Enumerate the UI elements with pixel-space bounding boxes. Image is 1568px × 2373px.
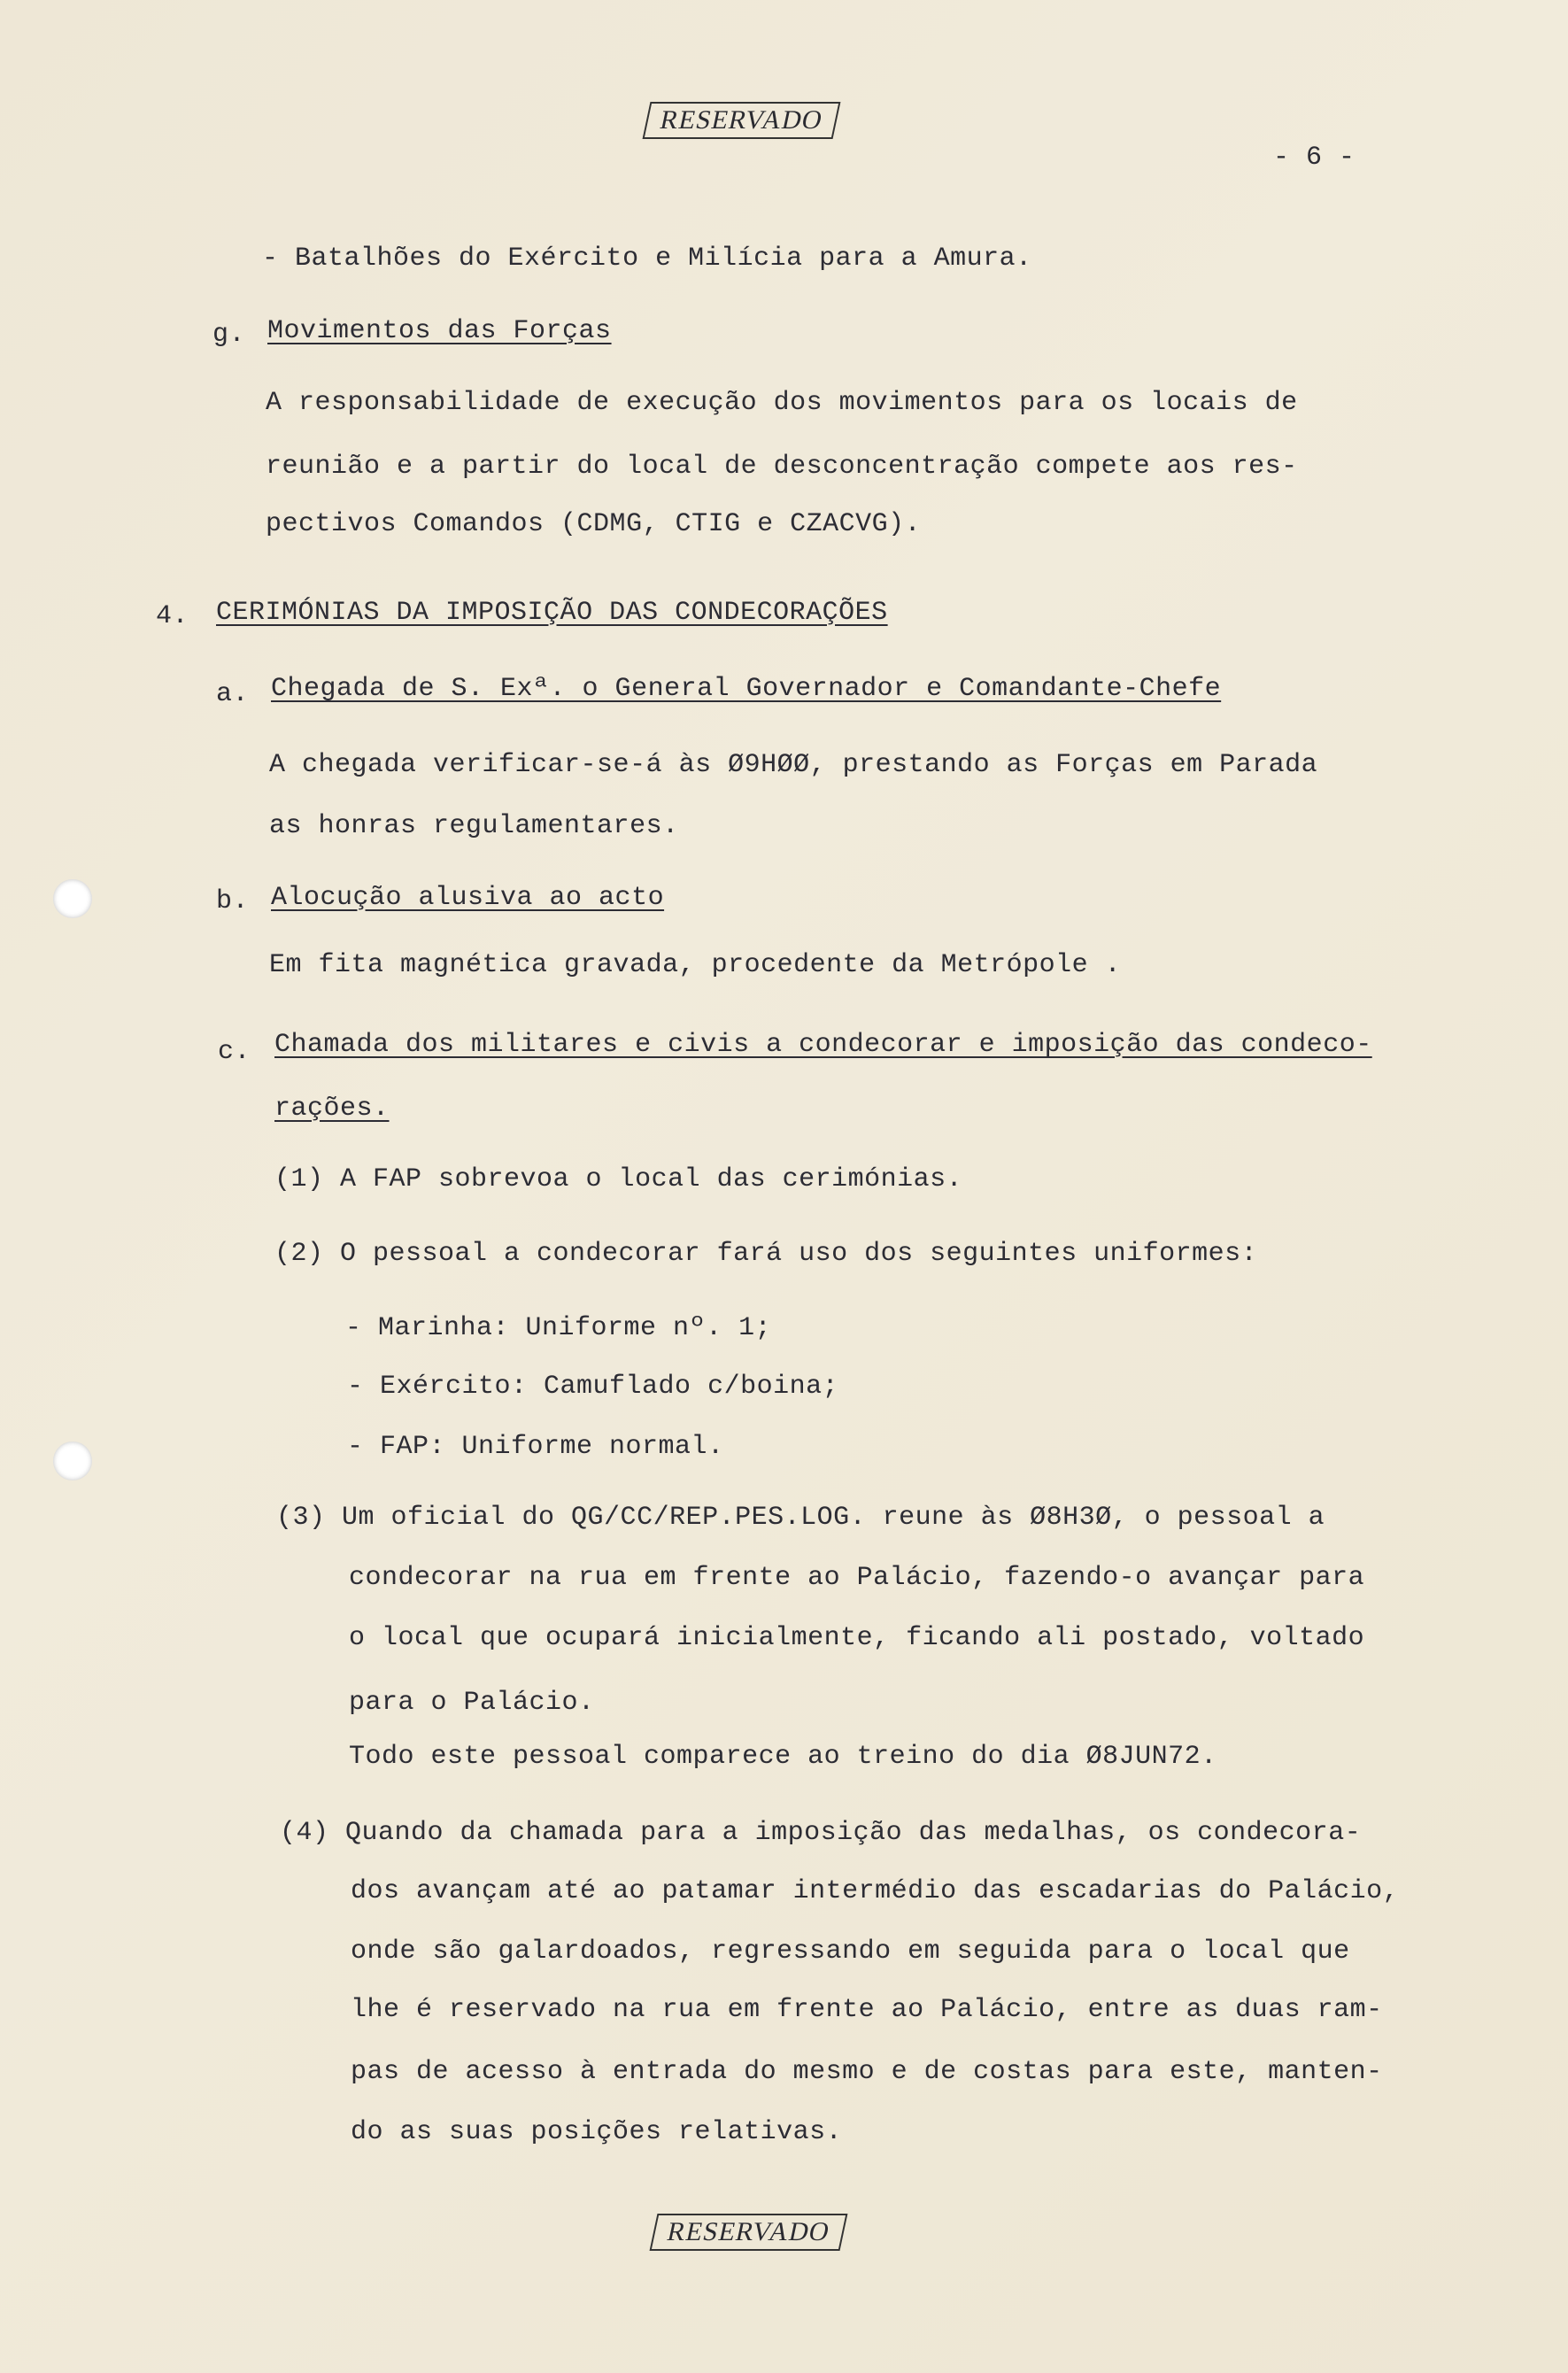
text-line: pectivos Comandos (CDMG, CTIG e CZACVG). xyxy=(266,509,922,539)
text-line: - Batalhões do Exército e Milícia para a Amura. xyxy=(262,243,1032,274)
classification-stamp-top: RESERVADO xyxy=(643,102,841,139)
section-heading: Chamada dos militares e civis a condecorar e imposição das condeco- xyxy=(274,1030,1372,1060)
text-line: A chegada verificar-se-á às Ø9HØØ, prestando as Forças em Parada xyxy=(269,750,1318,780)
text-line: condecorar na rua em frente ao Palácio, fazendo-o avançar para xyxy=(349,1563,1365,1593)
section-heading: Movimentos das Forças xyxy=(267,316,612,346)
text-line: reunião e a partir do local de desconcentração compete aos res- xyxy=(266,452,1298,482)
text-line: lhe é reservado na rua em frente ao Palácio, entre as duas ram- xyxy=(351,1995,1383,2025)
section-letter: b. xyxy=(216,886,250,916)
list-item: (2) O pessoal a condecorar fará uso dos seguintes uniformes: xyxy=(274,1239,1258,1269)
punch-hole-bottom xyxy=(53,1442,92,1480)
text-line: para o Palácio. xyxy=(349,1688,595,1718)
text-line: dos avançam até ao patamar intermédio das escadarias do Palácio, xyxy=(351,1876,1400,1906)
sub-list-item: - Marinha: Uniforme nº. 1; xyxy=(345,1313,772,1343)
text-line: A responsabilidade de execução dos movimentos para os locais de xyxy=(266,388,1298,418)
text-line: Em fita magnética gravada, procedente da Metrópole . xyxy=(269,950,1122,980)
section-heading: Chegada de S. Exª. o General Governador e Comandante-Chefe xyxy=(271,674,1222,704)
page-number: - 6 - xyxy=(1273,143,1356,173)
section-letter: c. xyxy=(218,1037,251,1067)
main-section-heading: CERIMÓNIAS DA IMPOSIÇÃO DAS CONDECORAÇÕES xyxy=(216,598,888,628)
list-item: (1) A FAP sobrevoa o local das cerimónias. xyxy=(274,1164,963,1194)
classification-stamp-bottom: RESERVADO xyxy=(650,2214,848,2251)
text-line: onde são galardoados, regressando em seguida para o local que xyxy=(351,1936,1350,1967)
section-letter: a. xyxy=(216,679,250,709)
list-item: (3) Um oficial do QG/CC/REP.PES.LOG. reune às Ø8H3Ø, o pessoal a xyxy=(276,1503,1325,1533)
sub-list-item: - FAP: Uniforme normal. xyxy=(347,1432,724,1462)
text-line: Todo este pessoal comparece ao treino do dia Ø8JUN72. xyxy=(349,1742,1217,1772)
section-number: 4. xyxy=(156,601,189,631)
punch-hole-top xyxy=(53,879,92,918)
section-heading: Alocução alusiva ao acto xyxy=(271,883,665,913)
text-line: do as suas posições relativas. xyxy=(351,2117,843,2147)
section-heading: rações. xyxy=(274,1094,390,1124)
text-line: pas de acesso à entrada do mesmo e de costas para este, manten- xyxy=(351,2057,1383,2087)
text-line: o local que ocupará inicialmente, ficando ali postado, voltado xyxy=(349,1623,1365,1653)
text-line: as honras regulamentares. xyxy=(269,811,679,841)
section-letter: g. xyxy=(212,320,246,350)
list-item: (4) Quando da chamada para a imposição das medalhas, os condecora- xyxy=(280,1818,1362,1848)
sub-list-item: - Exército: Camuflado c/boina; xyxy=(347,1372,839,1402)
